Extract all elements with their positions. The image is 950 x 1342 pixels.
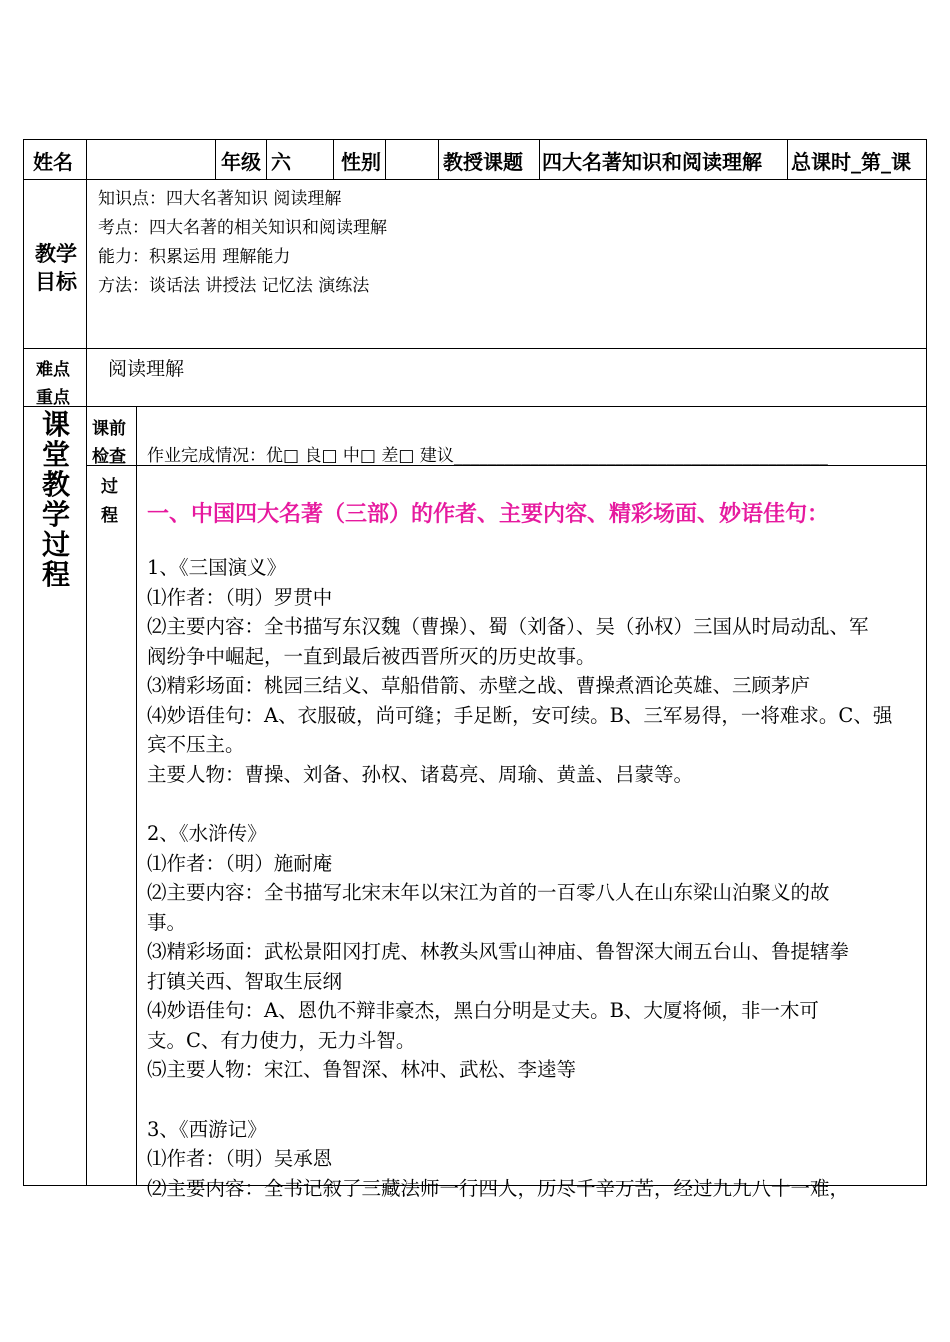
section-heading: 一、中国四大名著（三部）的作者、主要内容、精彩场面、妙语佳句：: [147, 501, 830, 527]
shuihu-line: 打镇关西、智取生辰纲: [147, 969, 343, 993]
sanguo-line: ⑷妙语佳句：A、衣服破，尚可缝；手足断，安可续。B、三军易得，一将难求。C、强: [147, 703, 893, 727]
shuihu-line: ⑶精彩场面：武松景阳冈打虎、林教头风雪山神庙、鲁智深大闹五台山、鲁提辖拳: [147, 940, 850, 963]
grade-value: 六: [271, 150, 291, 174]
goal-line: 能力：积累运用 理解能力: [98, 247, 291, 267]
sanguo-line: ⑶精彩场面：桃园三结义、草船借箭、赤壁之战、曹操煮酒论英雄、三顾茅庐: [147, 674, 811, 697]
topic-label: 教授课题: [443, 150, 523, 174]
label-column-divider: [86, 139, 87, 1186]
step-label-line2: 程: [101, 506, 118, 526]
topic-value: 四大名著知识和阅读理解: [542, 150, 762, 174]
goal-line: 方法：谈话法 讲授法 记忆法 演练法: [98, 276, 370, 296]
header-divider-3: [333, 139, 334, 180]
process-side-label: 课堂教学过程: [41, 408, 70, 591]
goal-line: 知识点：四大名著知识 阅读理解: [98, 189, 342, 209]
table-border-right: [926, 139, 927, 1186]
shuihu-line: ⑵主要内容：全书描写北宋末年以宋江为首的一百零八人在山东梁山泊聚义的故: [147, 881, 830, 904]
sanguo-title: 1、《三国演义》: [147, 556, 287, 579]
shuihu-line: ⑴作者：（明）施耐庵: [147, 851, 333, 875]
grade-label: 年级: [221, 150, 261, 174]
shuihu-line: ⑸主要人物：宋江、鲁智深、林冲、武松、李逵等: [147, 1058, 577, 1081]
table-border-top: [23, 139, 927, 140]
sanguo-line: ⑴作者：（明）罗贯中: [147, 585, 333, 609]
header-divider-2: [266, 139, 267, 180]
subcolumn-divider: [136, 406, 137, 1186]
step-label-line1: 过: [101, 477, 118, 497]
keypoints-label-line2: 重点: [36, 388, 70, 408]
name-label: 姓名: [33, 150, 73, 174]
goal-line: 考点：四大名著的相关知识和阅读理解: [98, 218, 387, 238]
shuihu-line: 事。: [147, 910, 187, 934]
goals-label-line1: 教学: [35, 241, 77, 266]
sanguo-line: 主要人物：曹操、刘备、孙权、诸葛亮、周瑜、黄盖、吕蒙等。: [147, 762, 694, 786]
header-divider-7: [787, 139, 788, 180]
header-divider-4: [385, 139, 386, 180]
header-divider-5: [438, 139, 439, 180]
header-divider-1: [215, 139, 216, 180]
precheck-label-line2: 检查: [92, 447, 126, 467]
shuihu-title: 2、《水浒传》: [147, 822, 267, 845]
homework-status: 作业完成情况：优□ 良□ 中□ 差□ 建议____________________________________________: [147, 446, 828, 466]
goals-label-line2: 目标: [35, 269, 77, 294]
xiyou-line: ⑴作者：（明）吴承恩: [147, 1147, 333, 1170]
xiyou-title: 3、《西游记》: [147, 1117, 267, 1141]
shuihu-line: 支。C、有力使力，无力斗智。: [147, 1028, 416, 1052]
keypoints-label-line1: 难点: [36, 360, 70, 380]
goals-row-bottom: [23, 348, 927, 349]
novel-notes: [147, 553, 922, 1203]
gender-label: 性别: [341, 150, 381, 174]
keypoints-value: 阅读理解: [108, 358, 185, 380]
lesson-count: 总课时_第_课: [791, 150, 911, 174]
sanguo-line: 宾不压主。: [147, 733, 245, 756]
table-border-left: [23, 139, 24, 1186]
shuihu-line: ⑷妙语佳句：A、恩仇不辩非豪杰，黑白分明是丈夫。B、大厦将倾，非一木可: [147, 999, 819, 1022]
sanguo-line: 阀纷争中崛起，一直到最后被西晋所灭的历史故事。: [147, 644, 596, 668]
header-row-bottom: [23, 179, 927, 180]
precheck-label-line1: 课前: [92, 419, 126, 439]
keypoints-row-bottom: [23, 406, 927, 407]
sanguo-line: ⑵主要内容：全书描写东汉魏（曹操）、蜀（刘备）、吴（孙权）三国从时局动乱、军: [147, 615, 869, 638]
header-divider-6: [539, 139, 540, 180]
xiyou-line: ⑵主要内容：全书记叙了三藏法师一行四人，历尽千辛万苦，经过九九八十一难，: [147, 1176, 850, 1200]
